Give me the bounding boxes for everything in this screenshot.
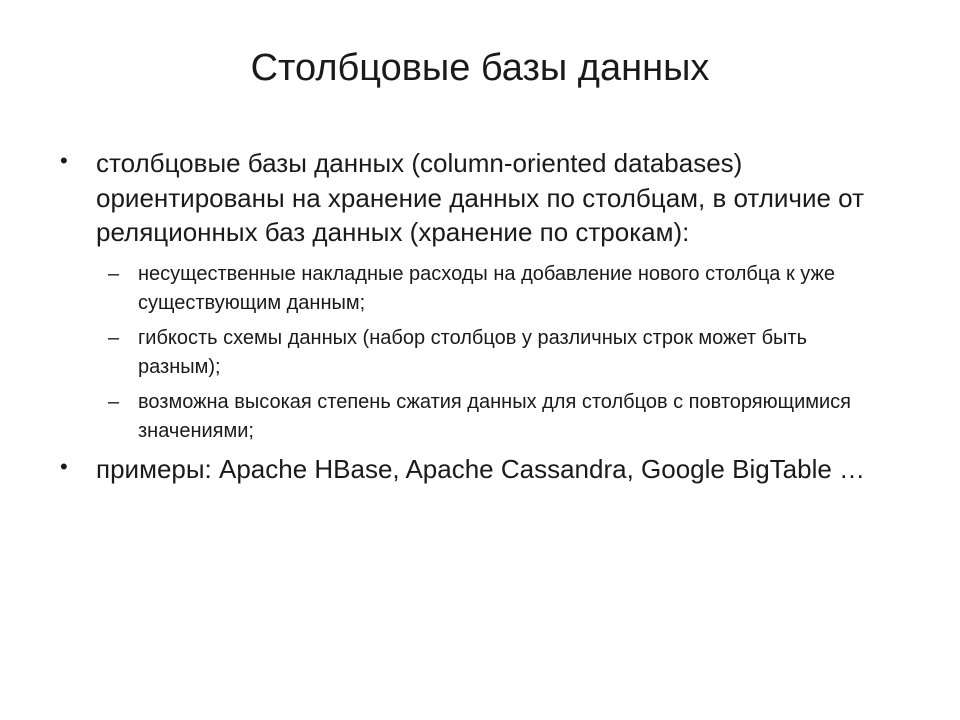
sub-item-text: гибкость схемы данных (набор столбцов у различных строк может быть разным); <box>138 326 808 378</box>
bullet-text: столбцовые базы данных (column-oriented databases) ориентированы на хранение данных по столбцам, в отличие от реляционных баз данных (хранение по строкам): <box>96 148 864 247</box>
bullet-item <box>60 146 880 250</box>
sub-item <box>60 324 880 382</box>
sub-item-text: несущественные накладные расходы на добавление нового столбца к уже существующим данным; <box>138 262 835 314</box>
bullet-marker: • <box>60 148 68 173</box>
sub-marker: – <box>108 262 120 285</box>
sub-list <box>60 260 880 446</box>
sub-item <box>60 388 880 446</box>
sub-marker: – <box>108 390 120 413</box>
slide-title: Столбцовые базы данных <box>250 47 710 89</box>
bullet-marker: • <box>60 453 68 479</box>
sub-item-text: возможна высокая степень сжатия данных для столбцов с повторяющимися значениями; <box>138 390 851 442</box>
bullet-item <box>60 452 880 487</box>
bullet-text: примеры: Apache HBase, Apache Cassandra, Google BigTable … <box>96 453 866 484</box>
sub-item <box>60 260 880 318</box>
slide-content <box>60 146 880 486</box>
sub-marker: – <box>108 326 120 349</box>
